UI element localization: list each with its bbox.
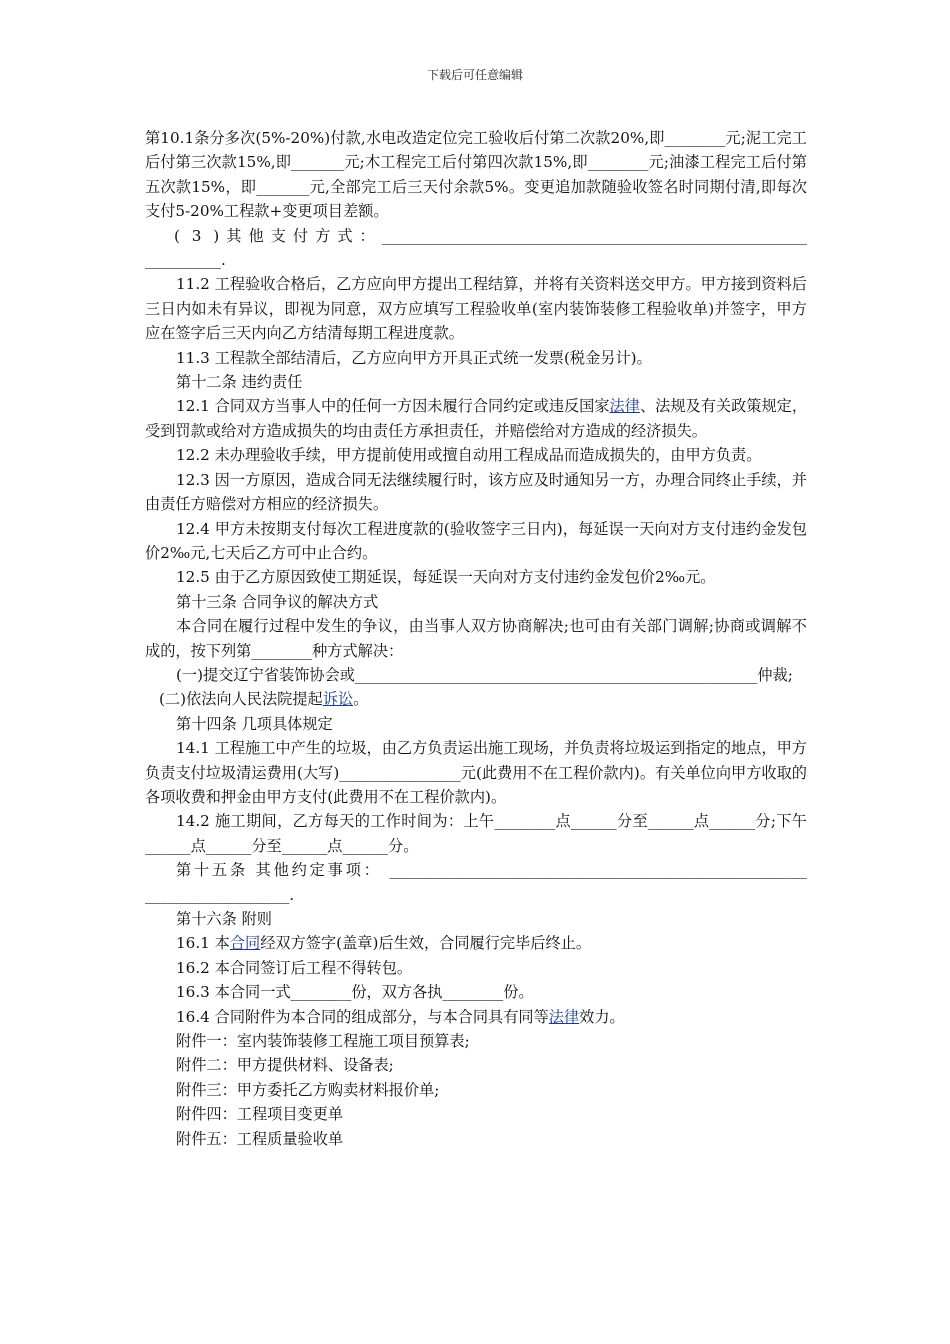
clause-12-2: 12.2 未办理验收手续，甲方提前使用或擅自动用工程成品而造成损失的，由甲方负责。 [176, 446, 762, 465]
article-16-heading: 第十六条 附则 [176, 910, 272, 928]
article-13-heading: 第十三条 合同争议的解决方式 [176, 592, 379, 611]
article-13-body: 本合同在履行过程中发生的争议，由当事人双方协商解决;也可由有关部门调解;协商或调解不成的，按下列第________种方式解决： [145, 617, 807, 660]
clause-11-3: 11.3 工程款全部结清后，乙方应向甲方开具正式统一发票(税金另计)。 [176, 348, 652, 367]
clause-12-4: 12.4 甲方未按期支付每次工程进度款的(验收签字三日内)，每延误一天向对方支付违约金发包价2‰元,七天后乙方可中止合约。 [145, 519, 807, 562]
clause-14-1: 14.1 工程施工中产生的垃圾，由乙方负责运出施工现场，并负责将垃圾运到指定的地点，甲方负责支付垃圾清运费用(大写)________________元(此费用不在工程价款内)。有关单位向甲方收取的各项收费和押金由甲方支付(此费用不在工程价款内)。 [145, 739, 807, 806]
clause-16-1-text-a: 16.1 本 [176, 934, 230, 953]
clause-12-1-text-b: 、法规及有关政策规定，受到罚款或给对方造成损失的均由责任方承担责任，并赔偿给对方造成的经济损失。 [145, 397, 808, 440]
lawsuit-link[interactable]: 诉讼 [322, 690, 354, 709]
clause-12-1 [145, 394, 807, 443]
option-2-text-b: 。 [353, 690, 369, 709]
clause-11-2: 11.2 工程验收合格后，乙方应向甲方提出工程结算，并将有关资料送交甲方。甲方接到资料后三日内如未有异议，即视为同意，双方应填写工程验收单(室内装饰装修工程验收单)并签字，甲方应在签字后三天内向乙方结清每期工程进度款。 [145, 275, 807, 343]
contract-link[interactable]: 合同 [229, 934, 261, 953]
option-2-text-a: (二)依法向人民法院提起 [159, 690, 323, 709]
attachment-1: 附件一：室内装饰装修工程施工项目预算表; [176, 1032, 470, 1051]
attachment-4: 附件四：工程项目变更单 [176, 1105, 344, 1124]
clause-16-4-text-b: 效力。 [579, 1007, 625, 1026]
article-14-heading: 第十四条 几项具体规定 [176, 714, 333, 733]
payment-schedule-paragraph: 第10.1条分多次(5%-20%)付款,水电改造定位完工验收后付第二次款20%,即________元;泥工完工后付第三次款15%,即_______元;木工程完工后付第四次款15%,即________元;油漆工程完工后付第五次款15%，即_______元,全部完工后三天付余款5%。变更追加款随验收签名时同期付清,即每次支付5-20%工程款+变更项目差额。 [145, 129, 807, 221]
clause-16-4 [145, 1005, 807, 1029]
clause-16-1-text-b: 经双方签字(盖章)后生效，合同履行完毕后终止。 [260, 934, 592, 953]
attachment-5: 附件五：工程质量验收单 [176, 1129, 344, 1148]
article-13-option-1: (一)提交辽宁省装饰协会或_____________________________________________________仲裁; [176, 665, 793, 684]
clause-16-2: 16.2 本合同签订后工程不得转包。 [176, 958, 413, 977]
article-12-heading: 第十二条 违约责任 [176, 373, 303, 392]
clause-16-3: 16.3 本合同一式________份，双方各执________份。 [176, 983, 534, 1002]
clause-12-1-text-a: 12.1 合同双方当事人中的任何一方因未履行合同约定或违反国家 [176, 397, 610, 416]
clause-16-4-text-a: 16.4 合同附件为本合同的组成部分，与本合同具有同等 [176, 1007, 549, 1026]
law-link-2[interactable]: 法律 [548, 1007, 580, 1026]
attachment-3: 附件三：甲方委托乙方购卖材料报价单; [176, 1080, 440, 1099]
article-13-option-2 [145, 687, 807, 711]
law-link[interactable]: 法律 [609, 397, 640, 416]
contract-body [145, 126, 807, 1151]
page-header: 下载后可任意编辑 [426, 68, 523, 82]
other-payment-paragraph: ( 3 )其他支付方式：________________________________________________________ __________. [145, 226, 807, 270]
article-15: 第十五条 其他约定事项： _______________________________________________________ ___________________. [145, 861, 807, 904]
clause-12-3: 12.3 因一方原因，造成合同无法继续履行时，该方应及时通知另一方，办理合同终止手续，并由责任方赔偿对方相应的经济损失。 [145, 470, 807, 514]
clause-16-1 [145, 931, 807, 955]
clause-14-2: 14.2 施工期间，乙方每天的工作时间为：上午________点______分至______点______分;下午______点______分至______点______分。 [145, 812, 807, 855]
attachment-2: 附件二：甲方提供材料、设备表; [176, 1056, 394, 1075]
clause-12-5: 12.5 由于乙方原因致使工期延误，每延误一天向对方支付违约金发包价2‰元。 [176, 568, 716, 587]
